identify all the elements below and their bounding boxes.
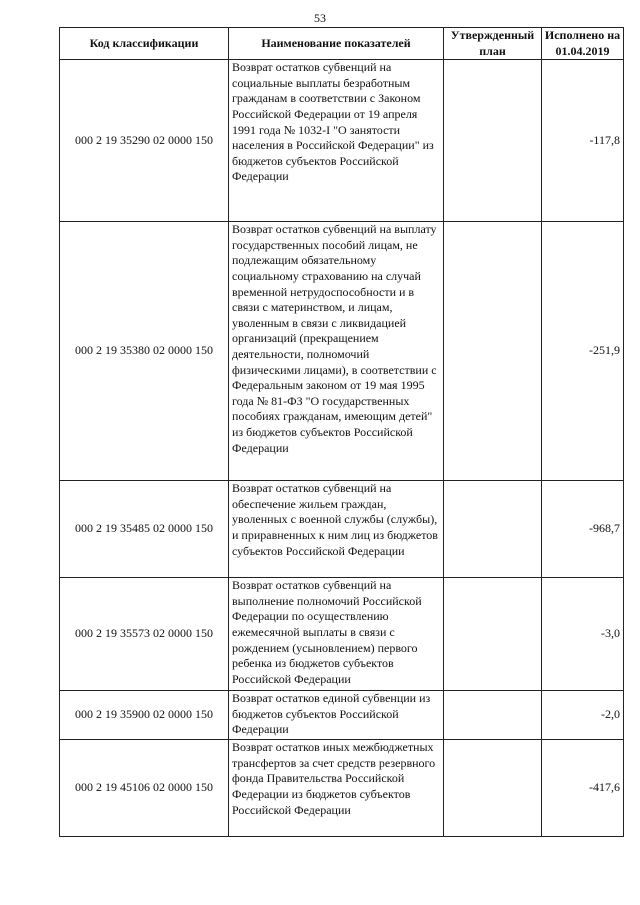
budget-table — [59, 27, 624, 837]
row-code: 000 2 19 35573 02 0000 150 — [60, 578, 229, 691]
row-name: Возврат остатков иных межбюджетных трансфертов за счет средств резервного фонда Правительства Российской Федерации из бюджетов субъектов Российской Федерации — [229, 740, 444, 837]
row-name: Возврат остатков субвенций на обеспечение жильем граждан, уволенных с военной службы (службы), и приравненных к ним лиц из бюджетов субъектов Российской Федерации — [229, 481, 444, 578]
row-done: -251,9 — [542, 222, 624, 481]
page-number: 53 — [314, 11, 326, 25]
row-done: -2,0 — [542, 691, 624, 740]
table-row — [60, 691, 624, 740]
row-name: Возврат остатков субвенций на социальные выплаты безработным гражданам в соответствии с Законом Российской Федерации от 19 апреля 1991 года № 1032-I "О занятости населения в Российской Федерации" из бюджетов субъектов Российской Федерации — [229, 60, 444, 222]
row-plan — [444, 222, 542, 481]
row-done: -968,7 — [542, 481, 624, 578]
row-code: 000 2 19 35380 02 0000 150 — [60, 222, 229, 481]
row-name: Возврат остатков единой субвенции из бюджетов субъектов Российской Федерации — [229, 691, 444, 740]
column-header-name: Наименование показателей — [229, 28, 444, 60]
table-row — [60, 481, 624, 578]
column-header-code: Код классификации — [60, 28, 229, 60]
row-name: Возврат остатков субвенций на выполнение полномочий Российской Федерации по осуществлению ежемесячной выплаты в связи с рождением (усыновлением) первого ребенка из бюджетов субъектов Российской Федерации — [229, 578, 444, 691]
row-plan — [444, 60, 542, 222]
column-header-plan: Утвержденный план — [444, 28, 542, 60]
table-row — [60, 60, 624, 222]
table-header-row — [60, 28, 624, 60]
row-code: 000 2 19 35485 02 0000 150 — [60, 481, 229, 578]
row-done: -117,8 — [542, 60, 624, 222]
table-row — [60, 740, 624, 837]
table-row — [60, 222, 624, 481]
row-code: 000 2 19 35290 02 0000 150 — [60, 60, 229, 222]
column-header-done: Исполнено на 01.04.2019 — [542, 28, 624, 60]
row-name: Возврат остатков субвенций на выплату государственных пособий лицам, не подлежащим обязательному социальному страхованию на случай временной нетрудоспособности и в связи с материнством, и лицам, уволенным в связи с ликвидацией организаций (прекращением деятельности, полномочий физическими лицами), в соответствии с Федеральным законом от 19 мая 1995 года № 81-ФЗ "О государственных пособиях гражданам, имеющим детей" из бюджетов субъектов Российской Федерации — [229, 222, 444, 481]
row-plan — [444, 578, 542, 691]
row-code: 000 2 19 35900 02 0000 150 — [60, 691, 229, 740]
row-code: 000 2 19 45106 02 0000 150 — [60, 740, 229, 837]
row-plan — [444, 691, 542, 740]
row-plan — [444, 740, 542, 837]
row-plan — [444, 481, 542, 578]
table-row — [60, 578, 624, 691]
row-done: -3,0 — [542, 578, 624, 691]
row-done: -417,6 — [542, 740, 624, 837]
